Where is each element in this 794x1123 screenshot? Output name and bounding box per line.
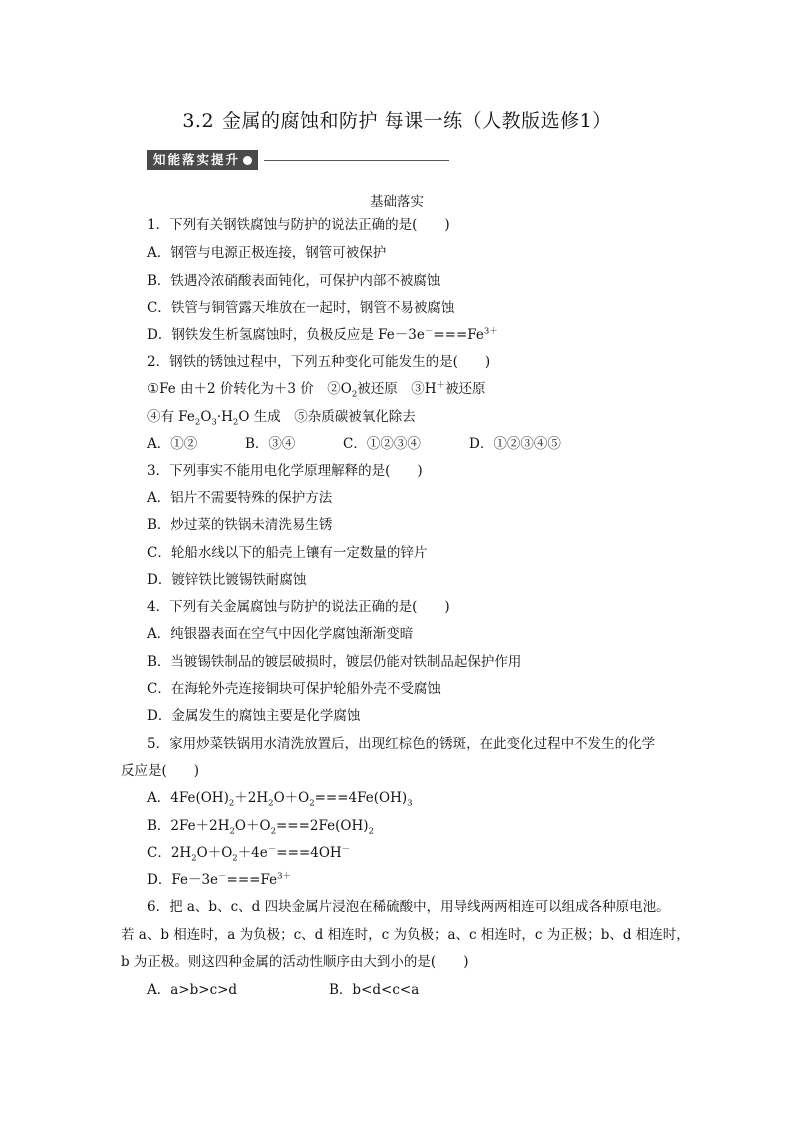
q1-option-d	[147, 326, 498, 344]
q5-c1: C．2H	[147, 845, 192, 861]
q2-option-c: C．①②③④	[343, 436, 421, 452]
q6-stem-line2: 若 a、b 相连时，a 为负极；c、d 相连时，c 为负极；a、c 相连时，c 为正极；b、d 相连时，	[121, 927, 690, 943]
q5-a-s3: 2	[309, 798, 315, 809]
q5-b-s3: 2	[368, 826, 374, 837]
bullet-dot-icon	[243, 156, 252, 165]
q5-d-sup: －	[218, 871, 227, 882]
q1-d-mid: ===Fe	[433, 327, 484, 343]
q5-c-s1: 2	[191, 853, 197, 864]
q5-option-a	[147, 789, 413, 807]
q5-d1: D．Fe－3e	[147, 872, 219, 888]
q3-option-a: A．铝片不需要特殊的保护方法	[147, 490, 333, 506]
q5-d2: ===Fe	[226, 872, 278, 888]
q5-c-s2: 2	[232, 853, 238, 864]
q5-stem-line2: 反应是( )	[121, 763, 200, 779]
q3-stem: 3．下列事实不能用电化学原理解释的是( )	[147, 463, 423, 479]
q2-stem: 2．钢铁的锈蚀过程中，下列五种变化可能发生的是( )	[147, 354, 491, 370]
q5-b-s2: 2	[270, 826, 276, 837]
q6-stem-line3: b 为正极。则这四种金属的活动性顺序由大到小的是( )	[121, 954, 469, 970]
q5-b-s1: 2	[229, 826, 235, 837]
q4-option-d: D．金属发生的腐蚀主要是化学腐蚀	[147, 708, 361, 724]
q1-d-sup2: 3＋	[483, 326, 498, 337]
q5-b2: O＋O	[234, 818, 271, 834]
q5-d-sup2: 3＋	[277, 871, 292, 882]
q2-l2sub3: 2	[232, 417, 239, 428]
q1-stem: 1．下列有关钢铁腐蚀与防护的说法正确的是( )	[147, 217, 450, 233]
q1-d-text: D．钢铁发生析氢腐蚀时，负极反应是 Fe－3e	[147, 327, 425, 343]
q2-option-b: B．③④	[245, 436, 296, 452]
q2-l2d: O 生成 ⑤杂质碳被氧化除去	[238, 409, 416, 425]
q5-c-sup2: －	[341, 844, 351, 855]
q4-stem: 4．下列有关金属腐蚀与防护的说法正确的是( )	[147, 599, 450, 615]
page-title	[0, 106, 794, 133]
q2-l2b: O	[200, 409, 212, 425]
q2-l2c: ·H	[216, 409, 233, 425]
q3-option-d: D．镀锌铁比镀锡铁耐腐蚀	[147, 572, 307, 588]
q4-option-a: A．纯银器表面在空气中因化学腐蚀渐渐变暗	[147, 626, 414, 642]
q1-option-a: A．钢管与电源正极连接，钢管可被保护	[147, 245, 387, 261]
q5-c2: O＋O	[196, 845, 233, 861]
q5-c3: ＋4e	[237, 845, 268, 861]
q3-option-b: B．炒过菜的铁锅未清洗易生锈	[147, 517, 333, 533]
banner-divider	[264, 160, 449, 161]
q5-option-d	[147, 871, 291, 889]
q2-items-2	[147, 408, 416, 426]
title-text: 金属的腐蚀和防护 每课一练（人教版选修1）	[222, 110, 612, 132]
banner-label	[147, 150, 258, 170]
q2-l1a: ①Fe 由＋2 价转化为＋3 价 ②O	[147, 381, 352, 397]
q2-l1c: 被还原	[445, 381, 486, 397]
q6-stem-line1: 6．把 a、b、c、d 四块金属片浸泡在稀硫酸中，用导线两两相连可以组成各种原电池。	[147, 899, 670, 915]
q2-l1sub: 2	[351, 389, 358, 400]
q2-option-a: A．①②	[147, 436, 198, 452]
q2-l1b: 被还原 ③H	[357, 381, 437, 397]
q6-option-a: A．a>b>c>d	[147, 982, 238, 998]
q5-a-s4: 3	[407, 798, 413, 809]
q2-l1sup: ＋	[436, 380, 446, 391]
section-heading: 基础落实	[370, 194, 424, 210]
q4-option-c: C．在海轮外壳连接铜块可保护轮船外壳不受腐蚀	[147, 681, 441, 697]
q2-l2sub2: 3	[211, 417, 217, 428]
q5-a4: ===4Fe(OH)	[314, 790, 408, 806]
q2-l2a: ④有 Fe	[147, 409, 195, 425]
section-banner	[147, 150, 449, 170]
q5-stem-line1: 5．家用炒菜铁锅用水清洗放置后，出现红棕色的锈斑，在此变化过程中不发生的化学	[147, 736, 656, 752]
q2-option-d: D．①②③④⑤	[469, 436, 561, 452]
q5-a-s2: 2	[268, 798, 274, 809]
q1-option-c: C．铁管与铜管露天堆放在一起时，钢管不易被腐蚀	[147, 300, 455, 316]
q2-items-1	[147, 380, 486, 398]
q5-a-s1: 2	[228, 798, 235, 809]
q3-option-c: C．轮船水线以下的船壳上镶有一定数量的锌片	[147, 545, 428, 561]
q6-option-b: B．b<d<c<a	[329, 982, 420, 998]
banner-label-text: 知能落实提升	[153, 152, 241, 167]
q5-b1: B．2Fe＋2H	[147, 818, 230, 834]
q4-option-b: B．当镀锡铁制品的镀层破损时，镀层仍能对铁制品起保护作用	[147, 654, 522, 670]
q2-l2sub1: 2	[194, 417, 201, 428]
q5-a2: ＋2H	[234, 790, 269, 806]
q1-d-sup: －	[424, 326, 434, 337]
title-number: 3.2	[182, 110, 215, 132]
q5-c-sup: －	[267, 844, 277, 855]
q5-b3: ===2Fe(OH)	[275, 818, 369, 834]
q5-option-c	[147, 844, 350, 862]
q5-option-b	[147, 817, 374, 835]
q1-option-b: B．铁遇冷浓硝酸表面钝化，可保护内部不被腐蚀	[147, 273, 441, 289]
q5-c4: ===4OH	[276, 845, 342, 861]
q5-a1: A．4Fe(OH)	[147, 790, 229, 806]
q5-a3: O＋O	[273, 790, 310, 806]
